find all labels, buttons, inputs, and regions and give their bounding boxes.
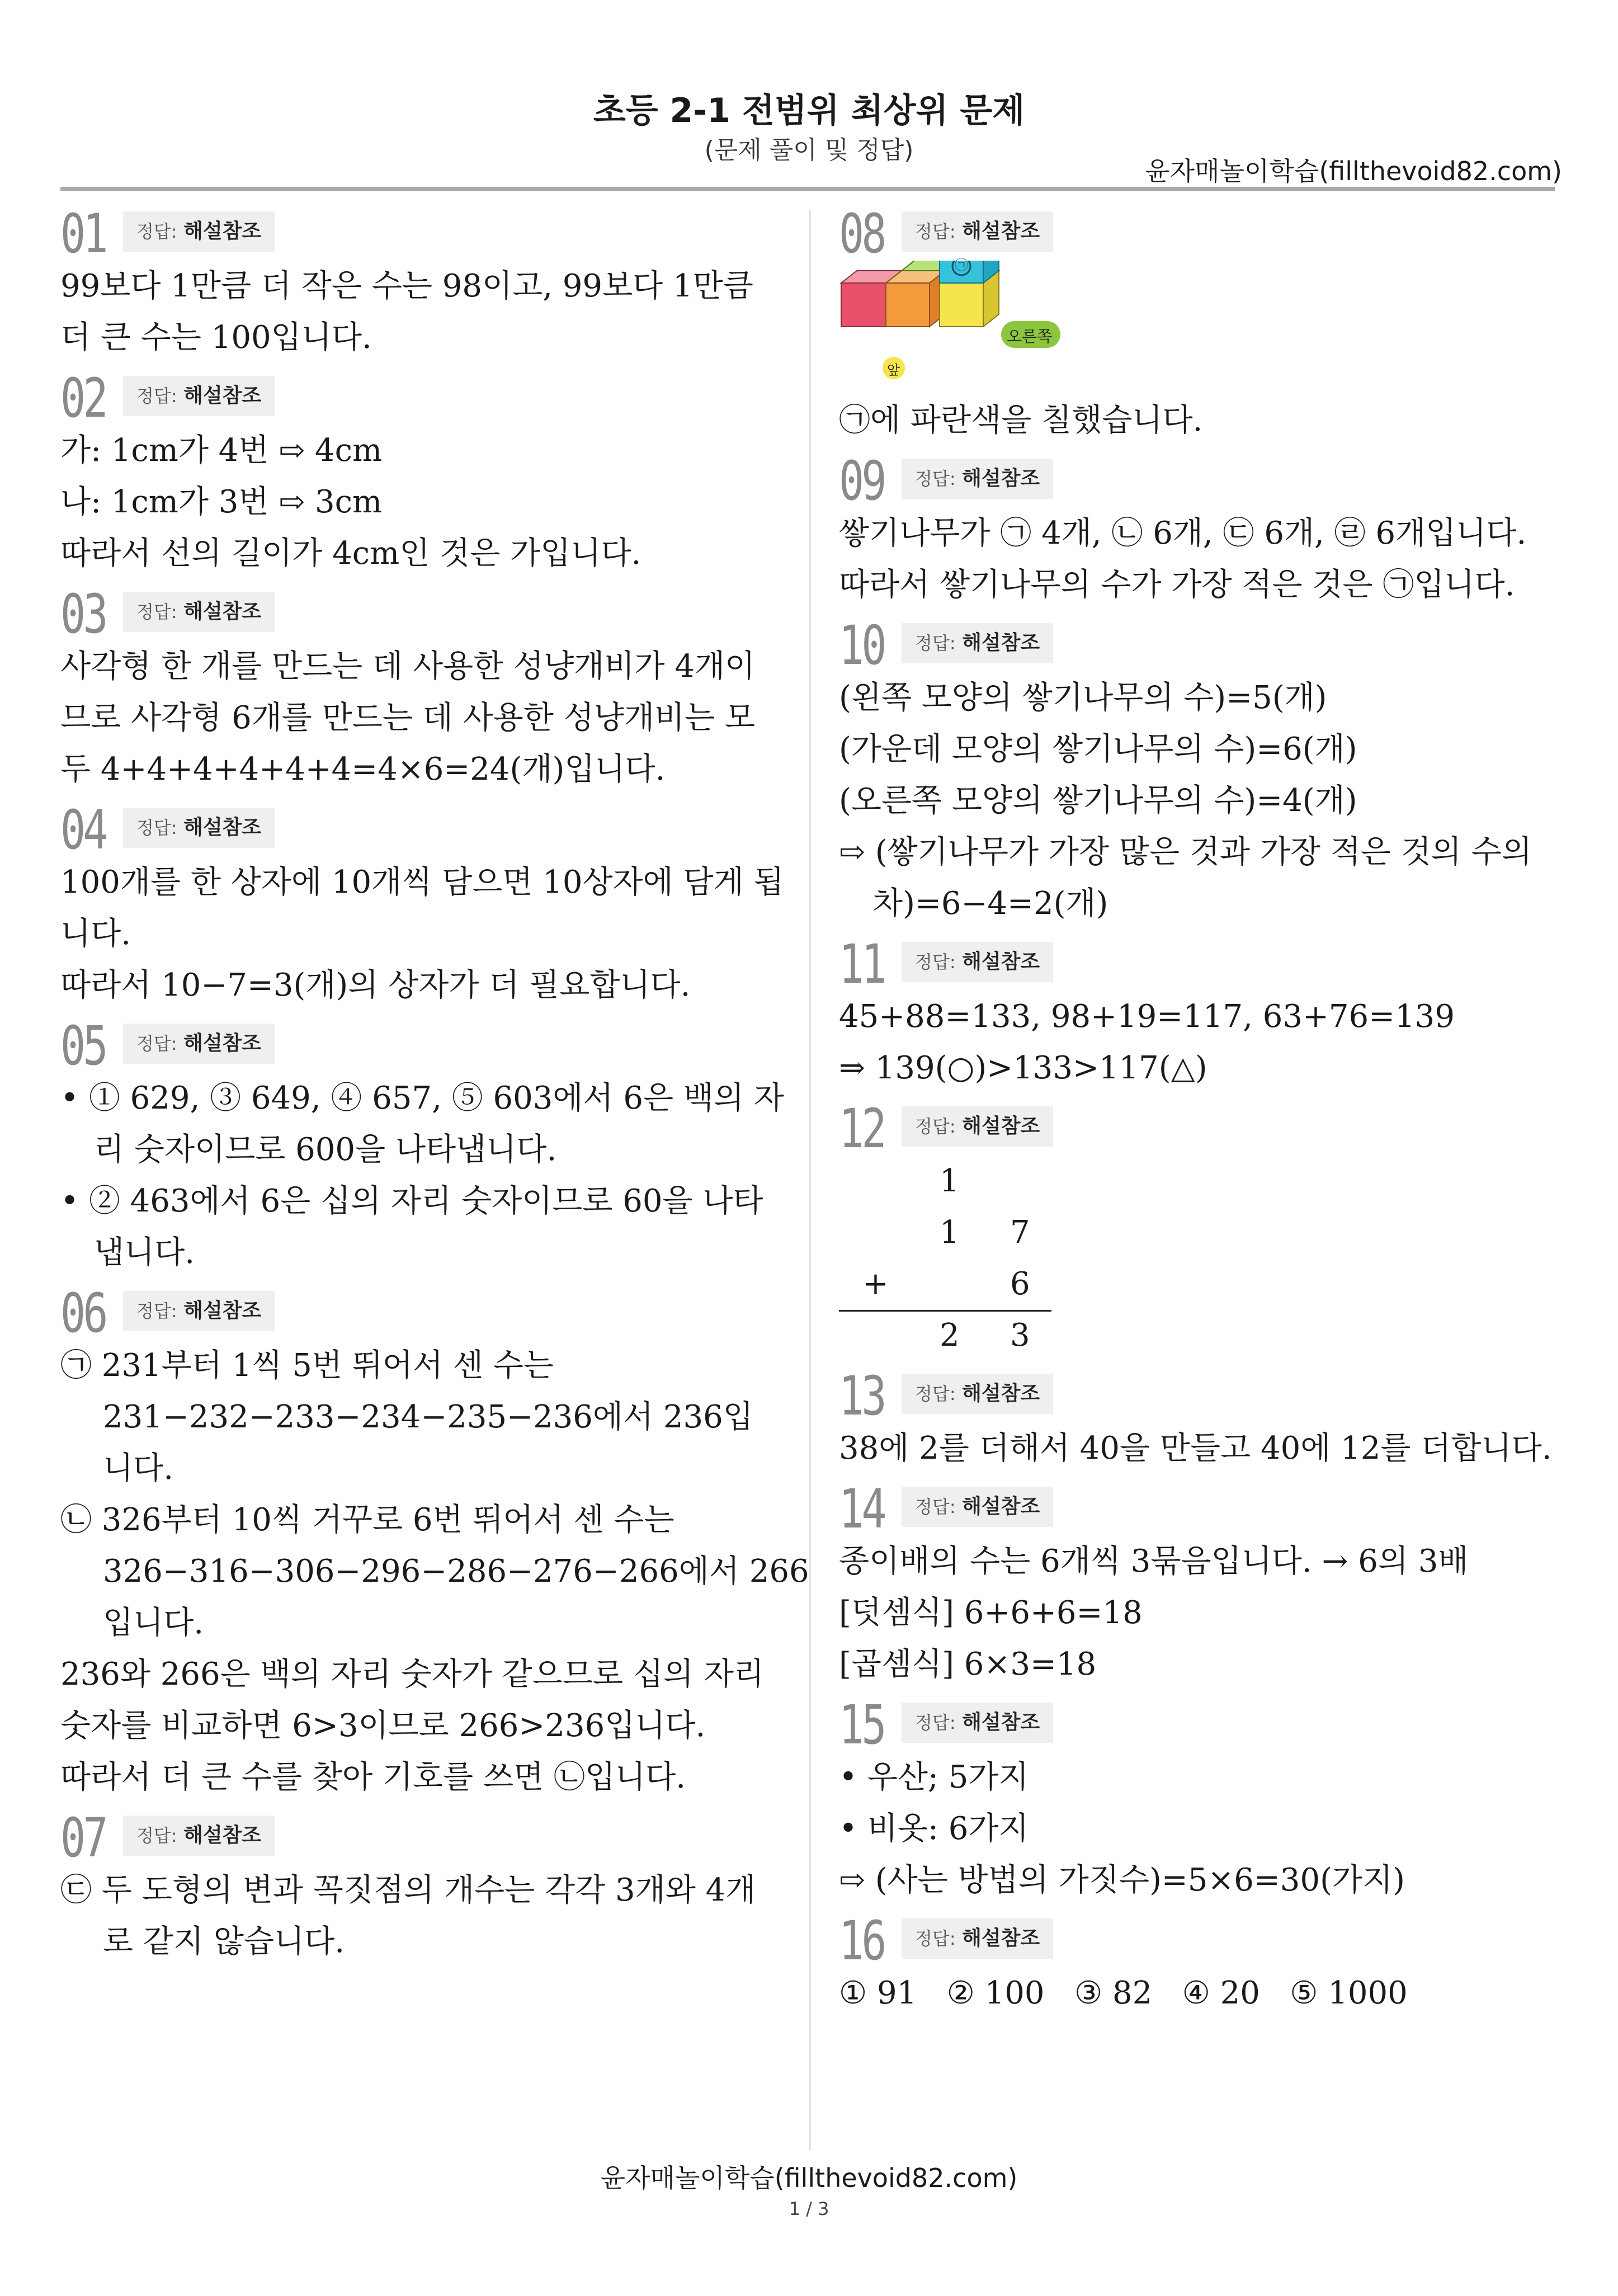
problem-02 (60, 367, 782, 579)
problem-header (839, 1097, 1560, 1160)
problem-header (839, 202, 1560, 265)
answer-badge (123, 592, 275, 632)
answer-badge (902, 459, 1053, 499)
problem-number: 12 (839, 1097, 884, 1160)
stacked-blocks-figure (839, 257, 1560, 395)
answer-value: 해설참조 (962, 1495, 1040, 1518)
answer-label: 정답: (915, 1383, 956, 1404)
problem-header (839, 614, 1560, 677)
problem-header (60, 367, 782, 430)
answer-badge (123, 1816, 275, 1856)
answer-badge (902, 1703, 1053, 1743)
answer-value: 해설참조 (962, 1927, 1040, 1950)
sum-ones: 3 (1010, 1317, 1030, 1354)
answer-label: 정답: (136, 1033, 177, 1054)
problem-number: 07 (60, 1807, 106, 1869)
solution-line: • ① 629, ③ 649, ④ 657, ⑤ 603에서 6은 백의 자 (60, 1080, 784, 1116)
page-subtitle: (문제 풀이 및 정답) (704, 136, 914, 164)
answer-label: 정답: (915, 633, 956, 654)
problem-header (839, 1694, 1560, 1756)
solution-line: ⇨ (사는 방법의 가짓수)=5×6=30(가지) (839, 1862, 1405, 1898)
solution-line: 사각형 한 개를 만드는 데 사용한 성냥개비가 4개이 (60, 648, 756, 685)
solution-line: 더 큰 수는 100입니다. (60, 319, 372, 356)
answer-label: 정답: (915, 1496, 956, 1517)
problem-number: 04 (60, 799, 106, 861)
answer-badge (902, 1487, 1053, 1527)
problem-15 (839, 1694, 1560, 1906)
problem-number: 09 (839, 450, 884, 512)
solution-line: (오른쪽 모양의 쌓기나무의 수)=4(개) (839, 782, 1357, 819)
solution-line: ㉢ 두 도형의 변과 꼭짓점의 개수는 각각 3개와 4개 (60, 1872, 756, 1908)
solution-line: 종이배의 수는 6개씩 3묶음입니다. → 6의 3배 (839, 1543, 1469, 1580)
answer-label: 정답: (136, 221, 177, 242)
solution-line: 두 4+4+4+4+4+4=4×6=24(개)입니다. (60, 751, 666, 788)
problem-header (839, 1478, 1560, 1540)
front-label: 앞 (887, 362, 900, 378)
solution-line: 326−316−306−296−286−276−266에서 266 (103, 1553, 809, 1590)
answer-value: 해설참조 (183, 1824, 262, 1847)
solution-line: 가: 1cm가 4번 ⇨ 4cm (60, 432, 383, 469)
answer-value: 해설참조 (962, 1115, 1040, 1138)
problem-04 (60, 799, 784, 1011)
problem-number: 11 (839, 933, 884, 996)
column-addition (839, 1156, 1560, 1361)
answer-label: 정답: (915, 1116, 956, 1137)
answer-value: 해설참조 (183, 1299, 262, 1322)
problem-07 (60, 1807, 782, 1968)
solution-line: • 비옷: 6가지 (839, 1811, 1029, 1847)
problem-12 (839, 1097, 1560, 1361)
problem-05 (60, 1015, 784, 1279)
page-title: 초등 2-1 전범위 최상위 문제 (593, 91, 1025, 130)
solution-line: ① 91 ② 100 ③ 82 ④ 20 ⑤ 1000 (839, 1975, 1408, 2011)
answer-value: 해설참조 (962, 631, 1040, 654)
addend-ones: 7 (1010, 1214, 1030, 1251)
solution-line: 38에 2를 더해서 40을 만들고 40에 12를 더합니다. (839, 1430, 1552, 1467)
carry-digit: 1 (940, 1163, 960, 1199)
column-divider (809, 210, 811, 2151)
problem-header (839, 1910, 1560, 1972)
answer-label: 정답: (915, 951, 956, 973)
solution-line: 따라서 쌓기나무의 수가 가장 적은 것은 ㉠입니다. (839, 567, 1515, 603)
addend2-ones: 6 (1010, 1266, 1030, 1302)
problem-number: 10 (839, 614, 884, 677)
solution-line: 나: 1cm가 3번 ⇨ 3cm (60, 484, 383, 520)
answer-label: 정답: (915, 468, 956, 489)
problem-header (839, 933, 1560, 996)
answer-label: 정답: (136, 1825, 177, 1846)
solution-line: 입니다. (103, 1605, 204, 1641)
answer-value: 해설참조 (962, 1382, 1040, 1405)
answer-value: 해설참조 (183, 384, 262, 407)
problem-number: 05 (60, 1015, 106, 1077)
right-label: 오른쪽 (1007, 327, 1053, 346)
answer-label: 정답: (915, 1928, 956, 1949)
solution-line: 니다. (60, 916, 131, 952)
page-number: 1 / 3 (789, 2198, 829, 2219)
problem-09 (839, 450, 1560, 611)
solution-line: 리 숫자이므로 600을 나타냅니다. (94, 1132, 557, 1168)
solution-line: 니다. (103, 1450, 173, 1487)
problem-number: 01 (60, 202, 106, 265)
site-credit-footer: 윤자매놀이학습(fillthevoid82.com) (600, 2163, 1018, 2193)
answer-value: 해설참조 (962, 467, 1040, 490)
problem-number: 08 (839, 202, 884, 265)
sum-tens: 2 (940, 1317, 960, 1354)
solution-line: [덧셈식] 6+6+6=18 (839, 1595, 1143, 1631)
answer-badge (123, 376, 275, 416)
answer-badge (902, 942, 1053, 982)
solution-line: [곱셈식] 6×3=18 (839, 1646, 1097, 1682)
solution-line: (가운데 모양의 쌓기나무의 수)=6(개) (839, 731, 1357, 767)
answer-badge (123, 1291, 275, 1331)
right-column (839, 202, 1560, 2019)
problem-16 (839, 1910, 1560, 2019)
problem-header (60, 583, 782, 645)
solution-line: 따라서 선의 길이가 4cm인 것은 가입니다. (60, 535, 641, 572)
solution-line: 냅니다. (94, 1234, 195, 1271)
problem-08 (839, 202, 1560, 446)
solution-line: 로 같지 않습니다. (103, 1923, 345, 1960)
solution-line: 100개를 한 상자에 10개씩 담으면 10상자에 담게 됩 (60, 864, 784, 901)
problem-header (60, 1282, 782, 1345)
answer-badge (123, 808, 275, 848)
answer-badge (123, 1024, 275, 1064)
answer-badge (902, 211, 1053, 252)
problem-number: 02 (60, 367, 106, 430)
problem-header (60, 1015, 782, 1077)
solution-line: ㉠에 파란색을 칠했습니다. (839, 402, 1203, 439)
plus-sign: + (862, 1266, 889, 1302)
site-credit-top: 윤자매놀이학습(fillthevoid82.com) (1145, 156, 1562, 186)
problem-11 (839, 933, 1560, 1094)
solution-line: 따라서 10−7=3(개)의 상자가 더 필요합니다. (60, 967, 691, 1003)
solution-line: ㉠ 231부터 1씩 5번 뛰어서 센 수는 (60, 1347, 554, 1384)
solution-line: 따라서 더 큰 수를 찾아 기호를 쓰면 ㉡입니다. (60, 1759, 686, 1795)
answer-label: 정답: (915, 1712, 956, 1733)
solution-line: 숫자를 비교하면 6>3이므로 266>236입니다. (60, 1708, 706, 1744)
blocks-illustration (839, 261, 1130, 395)
problem-01 (60, 202, 782, 364)
solution-line: • ② 463에서 6은 십의 자리 숫자이므로 60을 나타 (60, 1183, 763, 1219)
answer-badge (902, 1106, 1053, 1147)
left-column (60, 202, 809, 1968)
problem-header (60, 202, 782, 265)
problem-header (60, 1807, 782, 1869)
problem-number: 15 (839, 1694, 884, 1756)
problem-10 (839, 614, 1560, 930)
answer-value: 해설참조 (183, 816, 262, 839)
answer-badge (123, 211, 275, 252)
problem-header (839, 450, 1560, 512)
problem-number: 03 (60, 583, 106, 645)
problem-header (839, 1365, 1560, 1427)
solution-line: ⇨ (쌓기나무가 가장 많은 것과 가장 적은 것의 수의 (839, 834, 1532, 870)
solution-line: 차)=6−4=2(개) (872, 885, 1108, 922)
problem-header (60, 799, 782, 861)
answer-value: 해설참조 (183, 220, 262, 243)
solution-line: 므로 사각형 6개를 만드는 데 사용한 성냥개비는 모 (60, 700, 756, 736)
answer-badge (902, 1918, 1053, 1959)
block-mark-label: ㉠ (955, 257, 968, 273)
solution-line: 236와 266은 백의 자리 숫자가 같으므로 십의 자리 (60, 1656, 765, 1692)
solution-line: 99보다 1만큼 더 작은 수는 98이고, 99보다 1만큼 (60, 268, 753, 304)
problem-14 (839, 1478, 1560, 1690)
answer-badge (902, 623, 1053, 663)
solution-line: 쌓기나무가 ㉠ 4개, ㉡ 6개, ㉢ 6개, ㉣ 6개입니다. (839, 515, 1527, 551)
answer-label: 정답: (915, 221, 956, 242)
problem-number: 13 (839, 1365, 884, 1427)
answer-label: 정답: (136, 817, 177, 838)
answer-badge (902, 1374, 1053, 1414)
problem-13 (839, 1365, 1560, 1474)
solution-line: (왼쪽 모양의 쌓기나무의 수)=5(개) (839, 680, 1327, 716)
problem-number: 14 (839, 1478, 884, 1540)
solution-line: 45+88=133, 98+19=117, 63+76=139 (839, 998, 1455, 1035)
header-divider (60, 187, 1555, 191)
problem-03 (60, 583, 782, 795)
solution-line: ⇒ 139(○)>133>117(△) (839, 1050, 1207, 1086)
answer-value: 해설참조 (962, 1711, 1040, 1734)
problem-number: 06 (60, 1282, 106, 1345)
solution-line: • 우산; 5가지 (839, 1759, 1029, 1795)
answer-value: 해설참조 (183, 1032, 262, 1055)
solution-line: ㉡ 326부터 10씩 거꾸로 6번 뛰어서 센 수는 (60, 1502, 674, 1538)
problem-number: 16 (839, 1910, 884, 1972)
answer-label: 정답: (136, 1300, 177, 1322)
answer-value: 해설참조 (962, 950, 1040, 973)
solution-line: 231−232−233−234−235−236에서 236입 (103, 1399, 753, 1435)
answer-label: 정답: (136, 385, 177, 407)
problem-06 (60, 1282, 809, 1803)
answer-value: 해설참조 (183, 600, 262, 623)
answer-value: 해설참조 (962, 220, 1040, 243)
addend-tens: 1 (940, 1214, 960, 1251)
answer-label: 정답: (136, 601, 177, 623)
